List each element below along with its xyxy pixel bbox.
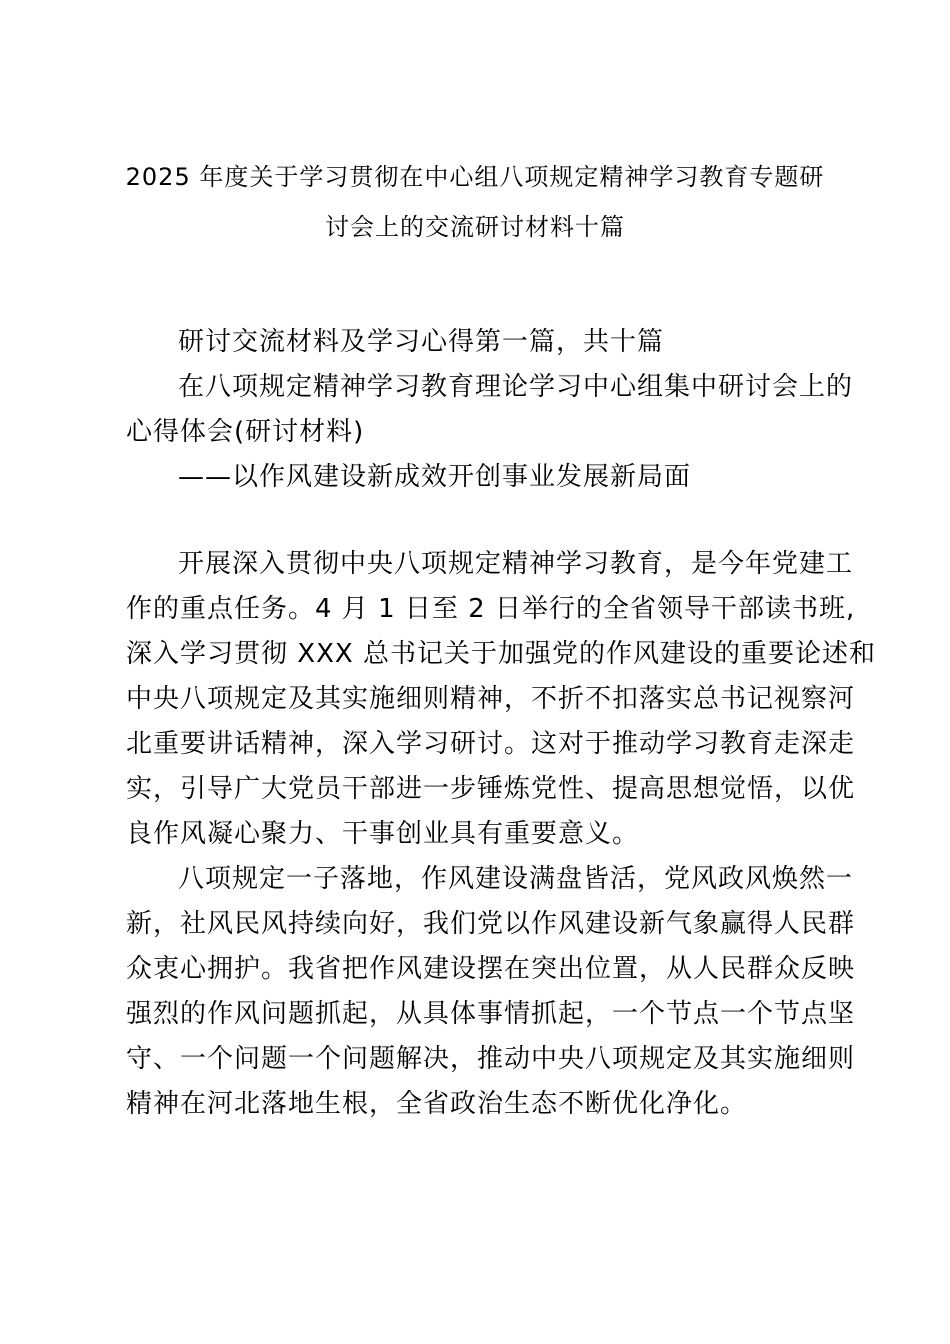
paragraph-2-line: 精神在河北落地生根，全省政治生态不断优化净化。 [126, 1089, 748, 1119]
paragraph-1 [126, 542, 876, 857]
paragraph-1-line: 中央八项规定及其实施细则精神，不折不扣落实总书记视察河 [126, 684, 856, 714]
paragraph-1-line: 开展深入贯彻中央八项规定精神学习教育，是今年党建工 [178, 549, 854, 579]
article-header [126, 320, 854, 500]
paragraph-2-line: 八项规定一子落地，作风建设满盘皆活，党风政风焕然一 [178, 864, 854, 894]
article-subtitle: ——以作风建设新成效开创事业发展新局面 [178, 462, 692, 492]
paragraph-1-line: 良作风凝心聚力、干事创业具有重要意义。 [126, 819, 640, 849]
paragraph-1-line: 北重要讲话精神，深入学习研讨。这对于推动学习教育走深走 [126, 729, 856, 759]
series-label: 研讨交流材料及学习心得第一篇，共十篇 [178, 327, 665, 357]
paragraph-1-line: 实，引导广大党员干部进一步锤炼党性、提高思想觉悟，以优 [126, 774, 856, 804]
paragraph-1-line: 作的重点任务。4 月 1 日至 2 日举行的全省领导干部读书班, [126, 594, 856, 624]
title-line-2: 讨会上的交流研讨材料十篇 [325, 213, 625, 241]
article-title-line-1: 在八项规定精神学习教育理论学习中心组集中研讨会上的 [178, 372, 854, 402]
title-line-1: 2025 年度关于学习贯彻在中心组八项规定精神学习教育专题研 [125, 163, 825, 191]
paragraph-2-line: 新，社风民风持续向好，我们党以作风建设新气象赢得人民群 [126, 909, 856, 939]
document-title [110, 152, 840, 252]
paragraph-1-line: 深入学习贯彻 XXX 总书记关于加强党的作风建设的重要论述和 [126, 639, 876, 669]
paragraph-2 [126, 857, 856, 1127]
paragraph-2-line: 强烈的作风问题抓起，从具体事情抓起，一个节点一个节点坚 [126, 999, 856, 1029]
paragraph-2-line: 众衷心拥护。我省把作风建设摆在突出位置，从人民群众反映 [126, 954, 856, 984]
article-title-line-2: 心得体会(研讨材料) [126, 417, 365, 447]
paragraph-2-line: 守、一个问题一个问题解决，推动中央八项规定及其实施细则 [126, 1044, 856, 1074]
